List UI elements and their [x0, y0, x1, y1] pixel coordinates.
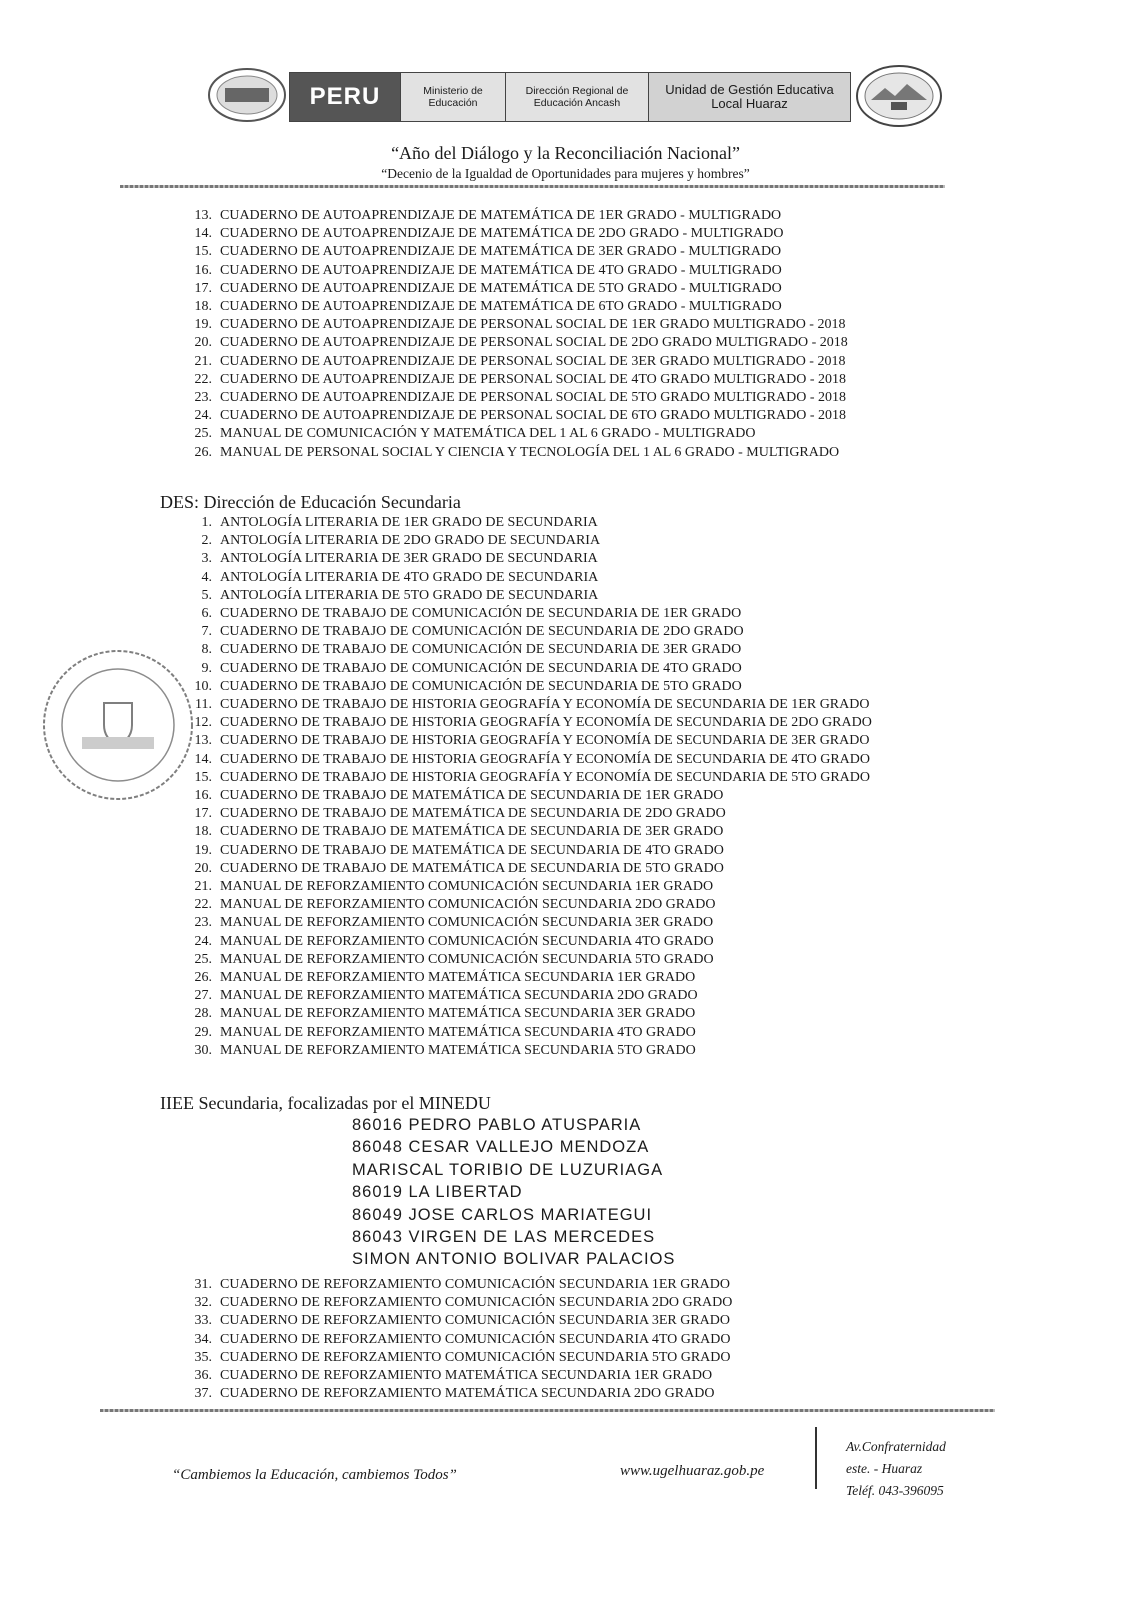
list-item	[190, 1349, 732, 1367]
list-item-number: 37.	[194, 1386, 212, 1402]
list-item-text: MANUAL DE REFORZAMIENTO COMUNICACIÓN SECUNDARIA 5TO GRADO	[220, 951, 714, 967]
list-item-text: MANUAL DE REFORZAMIENTO MATEMÁTICA SECUNDARIA 2DO GRADO	[220, 988, 698, 1004]
year-title: “Año del Diálogo y la Reconciliación Nacional”	[391, 143, 740, 163]
list-item	[190, 805, 872, 823]
list-item-number: 33.	[194, 1313, 212, 1329]
focused-schools-list	[352, 1114, 675, 1271]
list-item-text: CUADERNO DE TRABAJO DE COMUNICACIÓN DE SECUNDARIA DE 1ER GRADO	[220, 606, 742, 622]
list-item-number: 14.	[194, 226, 212, 242]
list-item	[190, 623, 872, 641]
list-item-number: 19.	[194, 317, 212, 333]
list-item-number: 17.	[194, 280, 212, 296]
peru-label: PERU	[290, 73, 400, 121]
list-item-text: ANTOLOGÍA LITERARIA DE 4TO GRADO DE SECUNDARIA	[220, 569, 599, 585]
list-item	[190, 714, 872, 732]
list-item-number: 21.	[194, 879, 212, 895]
secondary-material-list	[190, 514, 872, 1060]
list-item-number: 34.	[194, 1331, 212, 1347]
list-item	[190, 696, 872, 714]
school-item: 86043 VIRGEN DE LAS MERCEDES	[352, 1228, 656, 1247]
list-item-number: 22.	[194, 371, 212, 387]
official-seal-stamp	[38, 645, 198, 805]
list-item	[190, 389, 848, 407]
list-item-text: CUADERNO DE REFORZAMIENTO COMUNICACIÓN SECUNDARIA 4TO GRADO	[220, 1331, 731, 1347]
list-item	[190, 371, 848, 389]
list-item-text: ANTOLOGÍA LITERARIA DE 1ER GRADO DE SECUNDARIA	[220, 515, 598, 530]
list-item-text: ANTOLOGÍA LITERARIA DE 3ER GRADO DE SECUNDARIA	[220, 551, 598, 567]
footer-divider	[100, 1409, 995, 1412]
list-item	[190, 751, 872, 769]
list-item-number: 23.	[194, 915, 212, 931]
list-item-number: 31.	[194, 1277, 212, 1292]
list-item-text: CUADERNO DE TRABAJO DE MATEMÁTICA DE SECUNDARIA DE 3ER GRADO	[220, 824, 724, 840]
list-item-number: 25.	[194, 951, 212, 967]
list-item-text: CUADERNO DE TRABAJO DE HISTORIA GEOGRAFÍA Y ECONOMÍA DE SECUNDARIA DE 4TO GRADO	[220, 751, 870, 767]
list-item	[190, 298, 848, 316]
list-item-number: 25.	[194, 426, 212, 442]
list-item-number: 29.	[194, 1024, 212, 1040]
list-item-text: CUADERNO DE AUTOAPRENDIZAJE DE PERSONAL SOCIAL DE 5TO GRADO MULTIGRADO - 2018	[220, 390, 846, 406]
list-item-text: CUADERNO DE REFORZAMIENTO COMUNICACIÓN SECUNDARIA 5TO GRADO	[220, 1349, 731, 1365]
des-heading: DES: Dirección de Educación Secundaria	[160, 492, 461, 512]
list-item-number: 9.	[201, 660, 212, 676]
list-item-number: 26.	[194, 444, 212, 460]
list-item	[190, 1042, 872, 1060]
list-item-text: CUADERNO DE REFORZAMIENTO COMUNICACIÓN SECUNDARIA 1ER GRADO	[220, 1277, 730, 1292]
list-item-text: CUADERNO DE TRABAJO DE HISTORIA GEOGRAFÍA Y ECONOMÍA DE SECUNDARIA DE 2DO GRADO	[220, 715, 872, 731]
list-item	[190, 587, 872, 605]
footer-vertical-divider	[815, 1427, 817, 1489]
ugel-huaraz-logo-icon	[855, 64, 943, 128]
list-item	[190, 207, 848, 225]
list-item-number: 26.	[194, 970, 212, 986]
list-item-number: 27.	[194, 988, 212, 1004]
list-item-text: CUADERNO DE REFORZAMIENTO COMUNICACIÓN SECUNDARIA 3ER GRADO	[220, 1313, 730, 1329]
list-item	[190, 605, 872, 623]
list-item	[190, 532, 872, 550]
regional-direction-label: Dirección Regional de Educación Ancash	[505, 73, 648, 121]
list-item-text: CUADERNO DE TRABAJO DE COMUNICACIÓN DE SECUNDARIA DE 5TO GRADO	[220, 678, 742, 694]
list-item-number: 11.	[195, 697, 212, 713]
list-item	[190, 1367, 732, 1385]
list-item-number: 2.	[201, 533, 212, 549]
list-item	[190, 878, 872, 896]
ugel-label: Unidad de Gestión Educativa Local Huaraz	[648, 73, 850, 121]
list-item	[190, 860, 872, 878]
list-item-number: 18.	[194, 299, 212, 315]
list-item-text: CUADERNO DE AUTOAPRENDIZAJE DE PERSONAL SOCIAL DE 1ER GRADO MULTIGRADO - 2018	[220, 317, 846, 333]
list-item	[190, 678, 872, 696]
list-item-text: CUADERNO DE AUTOAPRENDIZAJE DE PERSONAL SOCIAL DE 3ER GRADO MULTIGRADO - 2018	[220, 353, 846, 369]
list-item-text: CUADERNO DE TRABAJO DE MATEMÁTICA DE SECUNDARIA DE 2DO GRADO	[220, 806, 726, 822]
footer-motto: “Cambiemos la Educación, cambiemos Todos”	[172, 1467, 457, 1483]
list-item	[190, 914, 872, 932]
list-item	[190, 641, 872, 659]
list-item	[190, 550, 872, 568]
list-item	[190, 1385, 732, 1403]
list-item-number: 7.	[201, 624, 212, 640]
list-item-text: CUADERNO DE AUTOAPRENDIZAJE DE MATEMÁTICA DE 3ER GRADO - MULTIGRADO	[220, 244, 782, 260]
header-divider	[120, 185, 945, 188]
list-item	[190, 569, 872, 587]
list-item-text: CUADERNO DE TRABAJO DE MATEMÁTICA DE SECUNDARIA DE 4TO GRADO	[220, 842, 724, 858]
footer-address	[846, 1436, 946, 1502]
school-item: 86048 CESAR VALLEJO MENDOZA	[352, 1138, 650, 1157]
list-item-number: 14.	[194, 751, 212, 767]
list-item	[190, 933, 872, 951]
list-item-number: 23.	[194, 390, 212, 406]
decade-subtitle: “Decenio de la Igualdad de Oportunidades para mujeres y hombres”	[381, 166, 750, 181]
list-item-text: CUADERNO DE AUTOAPRENDIZAJE DE MATEMÁTICA DE 2DO GRADO - MULTIGRADO	[220, 226, 784, 242]
list-item	[190, 842, 872, 860]
list-item-text: ANTOLOGÍA LITERARIA DE 2DO GRADO DE SECUNDARIA	[220, 533, 601, 549]
list-item	[190, 407, 848, 425]
list-item	[190, 1331, 732, 1349]
list-item-number: 20.	[194, 860, 212, 876]
list-item-number: 16.	[194, 262, 212, 278]
list-item-text: CUADERNO DE TRABAJO DE HISTORIA GEOGRAFÍA Y ECONOMÍA DE SECUNDARIA DE 3ER GRADO	[220, 733, 870, 749]
government-banner	[289, 72, 851, 122]
list-item-text: MANUAL DE REFORZAMIENTO COMUNICACIÓN SECUNDARIA 1ER GRADO	[220, 879, 714, 895]
list-item-text: CUADERNO DE REFORZAMIENTO MATEMÁTICA SECUNDARIA 1ER GRADO	[220, 1368, 713, 1384]
list-item-text: CUADERNO DE TRABAJO DE HISTORIA GEOGRAFÍA Y ECONOMÍA DE SECUNDARIA DE 5TO GRADO	[220, 769, 870, 785]
school-item: 86016 PEDRO PABLO ATUSPARIA	[352, 1116, 642, 1134]
list-item	[190, 951, 872, 969]
list-item	[190, 1005, 872, 1023]
list-item	[190, 1312, 732, 1330]
list-item-text: CUADERNO DE AUTOAPRENDIZAJE DE PERSONAL SOCIAL DE 4TO GRADO MULTIGRADO - 2018	[220, 371, 846, 387]
iiee-heading: IIEE Secundaria, focalizadas por el MINEDU	[160, 1093, 491, 1113]
list-item-number: 22.	[194, 897, 212, 913]
list-item	[190, 1024, 872, 1042]
list-item-number: 36.	[194, 1368, 212, 1384]
list-item-text: CUADERNO DE AUTOAPRENDIZAJE DE PERSONAL SOCIAL DE 2DO GRADO MULTIGRADO - 2018	[220, 335, 848, 351]
list-item	[190, 444, 848, 462]
list-item-text: CUADERNO DE TRABAJO DE COMUNICACIÓN DE SECUNDARIA DE 4TO GRADO	[220, 660, 742, 676]
list-item-number: 24.	[194, 408, 212, 424]
list-item-text: MANUAL DE REFORZAMIENTO COMUNICACIÓN SECUNDARIA 4TO GRADO	[220, 933, 714, 949]
list-item-text: CUADERNO DE REFORZAMIENTO COMUNICACIÓN SECUNDARIA 2DO GRADO	[220, 1295, 733, 1311]
list-item-text: CUADERNO DE AUTOAPRENDIZAJE DE MATEMÁTICA DE 1ER GRADO - MULTIGRADO	[220, 208, 782, 223]
list-item-number: 4.	[201, 569, 212, 585]
reinforcement-material-list	[190, 1276, 732, 1403]
list-item	[190, 896, 872, 914]
ministry-label: Ministerio de Educación	[400, 73, 505, 121]
document-header	[205, 64, 940, 128]
list-item	[190, 1294, 732, 1312]
list-item-number: 13.	[194, 208, 212, 223]
list-item-text: MANUAL DE REFORZAMIENTO MATEMÁTICA SECUNDARIA 3ER GRADO	[220, 1006, 696, 1022]
list-item-number: 12.	[194, 715, 212, 731]
list-item-number: 21.	[194, 353, 212, 369]
list-item-text: MANUAL DE PERSONAL SOCIAL Y CIENCIA Y TECNOLOGÍA DEL 1 AL 6 GRADO - MULTIGRADO	[220, 444, 840, 460]
list-item-text: MANUAL DE REFORZAMIENTO COMUNICACIÓN SECUNDARIA 2DO GRADO	[220, 897, 716, 913]
list-item-number: 24.	[194, 933, 212, 949]
list-item-number: 10.	[194, 678, 212, 694]
list-item-text: CUADERNO DE TRABAJO DE MATEMÁTICA DE SECUNDARIA DE 1ER GRADO	[220, 788, 724, 804]
list-item-number: 6.	[201, 606, 212, 622]
list-item	[190, 823, 872, 841]
list-item-text: MANUAL DE REFORZAMIENTO MATEMÁTICA SECUNDARIA 1ER GRADO	[220, 970, 696, 986]
list-item-number: 8.	[201, 642, 212, 658]
school-item: SIMON ANTONIO BOLIVAR PALACIOS	[352, 1250, 676, 1269]
list-item	[190, 262, 848, 280]
list-item	[190, 769, 872, 787]
list-item-text: MANUAL DE REFORZAMIENTO MATEMÁTICA SECUNDARIA 5TO GRADO	[220, 1042, 696, 1058]
list-item-number: 19.	[194, 842, 212, 858]
address-line-2: este. - Huaraz	[846, 1461, 923, 1476]
list-item	[190, 660, 872, 678]
list-item-text: ANTOLOGÍA LITERARIA DE 5TO GRADO DE SECUNDARIA	[220, 587, 599, 603]
list-item-number: 17.	[194, 806, 212, 822]
list-item-number: 28.	[194, 1006, 212, 1022]
list-item-text: CUADERNO DE TRABAJO DE HISTORIA GEOGRAFÍA Y ECONOMÍA DE SECUNDARIA DE 1ER GRADO	[220, 697, 870, 713]
list-item-text: CUADERNO DE REFORZAMIENTO MATEMÁTICA SECUNDARIA 2DO GRADO	[220, 1386, 715, 1402]
list-item	[190, 732, 872, 750]
list-item	[190, 1276, 732, 1294]
list-item	[190, 280, 848, 298]
list-item-text: CUADERNO DE AUTOAPRENDIZAJE DE MATEMÁTICA DE 4TO GRADO - MULTIGRADO	[220, 262, 782, 278]
list-item-number: 15.	[194, 244, 212, 260]
list-item	[190, 316, 848, 334]
list-item-number: 5.	[201, 587, 212, 603]
list-item	[190, 334, 848, 352]
list-item	[190, 243, 848, 261]
footer-website-link[interactable]: www.ugelhuaraz.gob.pe	[620, 1463, 765, 1479]
list-item-text: CUADERNO DE TRABAJO DE MATEMÁTICA DE SECUNDARIA DE 5TO GRADO	[220, 860, 724, 876]
list-item-number: 15.	[194, 769, 212, 785]
list-item-number: 30.	[194, 1042, 212, 1058]
list-item-text: CUADERNO DE AUTOAPRENDIZAJE DE MATEMÁTICA DE 6TO GRADO - MULTIGRADO	[220, 299, 782, 315]
list-item-number: 20.	[194, 335, 212, 351]
list-item-text: MANUAL DE REFORZAMIENTO MATEMÁTICA SECUNDARIA 4TO GRADO	[220, 1024, 696, 1040]
list-item-text: CUADERNO DE AUTOAPRENDIZAJE DE PERSONAL SOCIAL DE 6TO GRADO MULTIGRADO - 2018	[220, 408, 846, 424]
list-item-number: 16.	[194, 788, 212, 804]
list-item-number: 1.	[201, 515, 212, 530]
list-item-text: CUADERNO DE TRABAJO DE COMUNICACIÓN DE SECUNDARIA DE 3ER GRADO	[220, 642, 742, 658]
list-item-number: 35.	[194, 1349, 212, 1365]
list-item	[190, 787, 872, 805]
list-item-text: CUADERNO DE TRABAJO DE COMUNICACIÓN DE SECUNDARIA DE 2DO GRADO	[220, 624, 744, 640]
school-item: 86019 LA LIBERTAD	[352, 1183, 523, 1202]
address-line-1: Av.Confraternidad	[846, 1439, 946, 1454]
list-item	[190, 225, 848, 243]
list-item-number: 3.	[201, 551, 212, 567]
list-item	[190, 514, 872, 532]
phone-number: Teléf. 043-396095	[846, 1483, 944, 1498]
list-item-text: MANUAL DE REFORZAMIENTO COMUNICACIÓN SECUNDARIA 3ER GRADO	[220, 915, 714, 931]
list-item	[190, 987, 872, 1005]
multigrade-material-list	[190, 207, 848, 462]
education-logo-icon	[205, 66, 289, 124]
school-item: MARISCAL TORIBIO DE LUZURIAGA	[352, 1160, 664, 1179]
list-item-number: 18.	[194, 824, 212, 840]
list-item-text: CUADERNO DE AUTOAPRENDIZAJE DE MATEMÁTICA DE 5TO GRADO - MULTIGRADO	[220, 280, 782, 296]
list-item-text: MANUAL DE COMUNICACIÓN Y MATEMÁTICA DEL 1 AL 6 GRADO - MULTIGRADO	[220, 426, 756, 442]
school-item: 86049 JOSE CARLOS MARIATEGUI	[352, 1205, 653, 1224]
list-item	[190, 353, 848, 371]
list-item	[190, 425, 848, 443]
list-item-number: 13.	[194, 733, 212, 749]
list-item	[190, 969, 872, 987]
list-item-number: 32.	[194, 1295, 212, 1311]
